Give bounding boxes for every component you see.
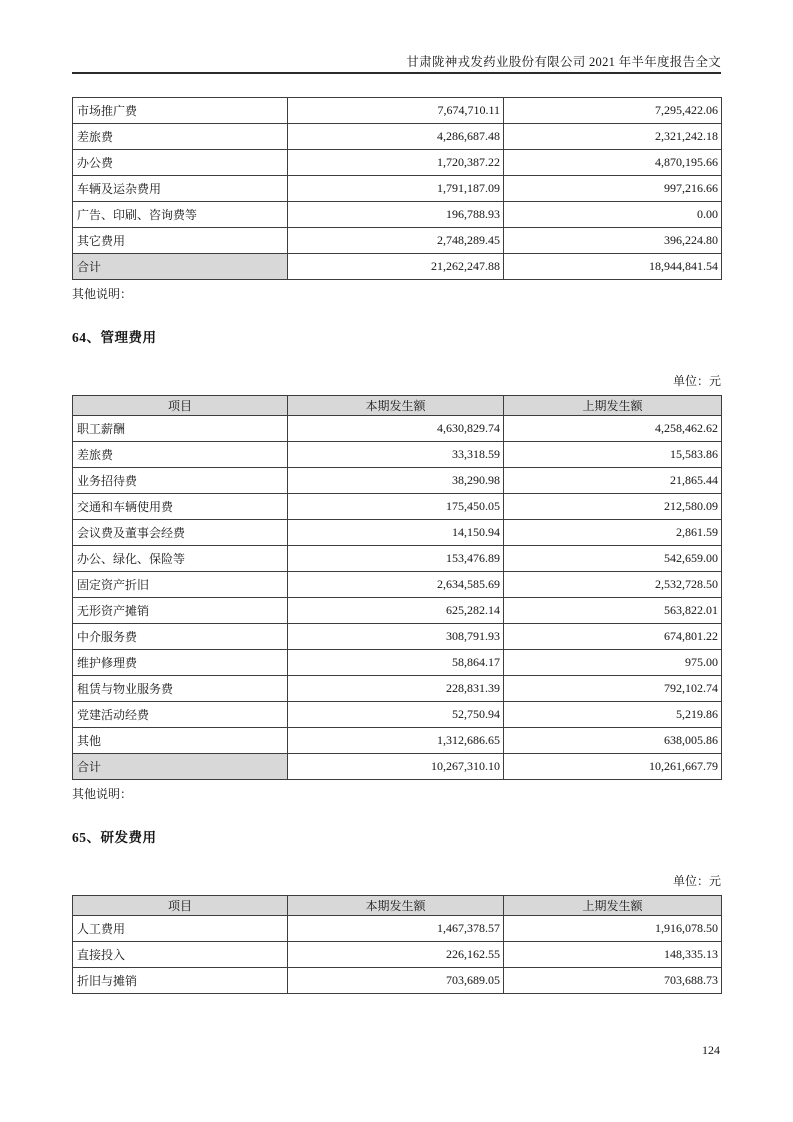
table-row bbox=[73, 650, 722, 676]
table-cell-prior: 15,583.86 bbox=[504, 442, 722, 468]
column-header-current: 本期发生额 bbox=[288, 396, 504, 416]
table-cell-current: 58,864.17 bbox=[288, 650, 504, 676]
table-cell-prior: 212,580.09 bbox=[504, 494, 722, 520]
table-cell-prior: 7,295,422.06 bbox=[504, 98, 722, 124]
table-row bbox=[73, 624, 722, 650]
table-cell-prior: 674,801.22 bbox=[504, 624, 722, 650]
table-row bbox=[73, 572, 722, 598]
rd-expense-table bbox=[72, 895, 722, 994]
table-row bbox=[73, 150, 722, 176]
table-row bbox=[73, 202, 722, 228]
section-title-65: 65、研发费用 bbox=[72, 830, 157, 845]
table-cell-label: 合计 bbox=[73, 754, 288, 780]
table-cell-label: 维护修理费 bbox=[73, 650, 288, 676]
table-cell-current: 2,748,289.45 bbox=[288, 228, 504, 254]
table-cell-prior: 396,224.80 bbox=[504, 228, 722, 254]
table-cell-current: 1,467,378.57 bbox=[288, 916, 504, 942]
table-cell-label: 市场推广费 bbox=[73, 98, 288, 124]
table-row bbox=[73, 916, 722, 942]
table-cell-prior: 638,005.86 bbox=[504, 728, 722, 754]
table-row bbox=[73, 254, 722, 280]
table-cell-label: 无形资产摊销 bbox=[73, 598, 288, 624]
table-row bbox=[73, 676, 722, 702]
table-cell-current: 14,150.94 bbox=[288, 520, 504, 546]
table-cell-prior: 4,870,195.66 bbox=[504, 150, 722, 176]
table-cell-current: 1,791,187.09 bbox=[288, 176, 504, 202]
table-cell-label: 其它费用 bbox=[73, 228, 288, 254]
table-cell-current: 10,267,310.10 bbox=[288, 754, 504, 780]
table-row bbox=[73, 702, 722, 728]
table-cell-label: 党建活动经费 bbox=[73, 702, 288, 728]
table-cell-current: 175,450.05 bbox=[288, 494, 504, 520]
table-cell-label: 差旅费 bbox=[73, 124, 288, 150]
table-cell-current: 228,831.39 bbox=[288, 676, 504, 702]
table-cell-current: 21,262,247.88 bbox=[288, 254, 504, 280]
table-cell-prior: 563,822.01 bbox=[504, 598, 722, 624]
table-cell-prior: 975.00 bbox=[504, 650, 722, 676]
table-cell-current: 625,282.14 bbox=[288, 598, 504, 624]
column-header-prior: 上期发生额 bbox=[504, 896, 722, 916]
section-title-64: 64、管理费用 bbox=[72, 330, 157, 345]
table-cell-label: 直接投入 bbox=[73, 942, 288, 968]
table-cell-label: 业务招待费 bbox=[73, 468, 288, 494]
page-header bbox=[72, 0, 721, 74]
table-header-row bbox=[73, 396, 722, 416]
table-cell-current: 4,630,829.74 bbox=[288, 416, 504, 442]
table-cell-label: 办公、绿化、保险等 bbox=[73, 546, 288, 572]
table-cell-current: 4,286,687.48 bbox=[288, 124, 504, 150]
table-cell-prior: 4,258,462.62 bbox=[504, 416, 722, 442]
table-row bbox=[73, 416, 722, 442]
table-cell-label: 折旧与摊销 bbox=[73, 968, 288, 994]
table-cell-prior: 542,659.00 bbox=[504, 546, 722, 572]
table-cell-current: 308,791.93 bbox=[288, 624, 504, 650]
table-cell-prior: 2,532,728.50 bbox=[504, 572, 722, 598]
table-row bbox=[73, 494, 722, 520]
table-cell-current: 38,290.98 bbox=[288, 468, 504, 494]
table-cell-prior: 997,216.66 bbox=[504, 176, 722, 202]
table-cell-prior: 792,102.74 bbox=[504, 676, 722, 702]
table-row bbox=[73, 442, 722, 468]
table-cell-current: 7,674,710.11 bbox=[288, 98, 504, 124]
table-row bbox=[73, 728, 722, 754]
other-note-2: 其他说明： bbox=[72, 787, 133, 801]
table-cell-prior: 148,335.13 bbox=[504, 942, 722, 968]
table-cell-label: 固定资产折旧 bbox=[73, 572, 288, 598]
table-row bbox=[73, 754, 722, 780]
table-cell-prior: 18,944,841.54 bbox=[504, 254, 722, 280]
column-header-item: 项目 bbox=[73, 396, 288, 416]
table-cell-current: 703,689.05 bbox=[288, 968, 504, 994]
table-cell-prior: 2,861.59 bbox=[504, 520, 722, 546]
table-cell-label: 会议费及董事会经费 bbox=[73, 520, 288, 546]
table-cell-current: 196,788.93 bbox=[288, 202, 504, 228]
table-row bbox=[73, 520, 722, 546]
unit-label-65: 单位：元 bbox=[672, 874, 721, 888]
table-row bbox=[73, 98, 722, 124]
report-title: 甘肃陇神戎发药业股份有限公司 2021 年半年度报告全文 bbox=[406, 55, 721, 69]
table-cell-prior: 5,219.86 bbox=[504, 702, 722, 728]
table-cell-label: 合计 bbox=[73, 254, 288, 280]
table-cell-prior: 10,261,667.79 bbox=[504, 754, 722, 780]
table-row bbox=[73, 228, 722, 254]
table-cell-label: 中介服务费 bbox=[73, 624, 288, 650]
selling-expense-table bbox=[72, 97, 722, 280]
table-row bbox=[73, 942, 722, 968]
table-cell-current: 1,720,387.22 bbox=[288, 150, 504, 176]
table-cell-prior: 2,321,242.18 bbox=[504, 124, 722, 150]
table-row bbox=[73, 176, 722, 202]
table-cell-label: 车辆及运杂费用 bbox=[73, 176, 288, 202]
table-cell-prior: 0.00 bbox=[504, 202, 722, 228]
table-header-row bbox=[73, 896, 722, 916]
table-cell-label: 租赁与物业服务费 bbox=[73, 676, 288, 702]
table-cell-prior: 703,688.73 bbox=[504, 968, 722, 994]
table-row bbox=[73, 546, 722, 572]
table-cell-current: 2,634,585.69 bbox=[288, 572, 504, 598]
page-number: 124 bbox=[702, 1043, 720, 1057]
table-cell-label: 职工薪酬 bbox=[73, 416, 288, 442]
table-cell-current: 226,162.55 bbox=[288, 942, 504, 968]
table-row bbox=[73, 124, 722, 150]
table-cell-label: 人工费用 bbox=[73, 916, 288, 942]
table-cell-current: 153,476.89 bbox=[288, 546, 504, 572]
table-cell-current: 33,318.59 bbox=[288, 442, 504, 468]
table-cell-current: 52,750.94 bbox=[288, 702, 504, 728]
table-cell-label: 交通和车辆使用费 bbox=[73, 494, 288, 520]
table-cell-label: 差旅费 bbox=[73, 442, 288, 468]
table-row bbox=[73, 598, 722, 624]
table-cell-current: 1,312,686.65 bbox=[288, 728, 504, 754]
column-header-prior: 上期发生额 bbox=[504, 396, 722, 416]
table-row bbox=[73, 468, 722, 494]
table-cell-label: 广告、印刷、咨询费等 bbox=[73, 202, 288, 228]
table-cell-prior: 1,916,078.50 bbox=[504, 916, 722, 942]
unit-label-64: 单位：元 bbox=[672, 374, 721, 388]
other-note-1: 其他说明： bbox=[72, 287, 133, 301]
table-cell-label: 办公费 bbox=[73, 150, 288, 176]
column-header-current: 本期发生额 bbox=[288, 896, 504, 916]
table-row bbox=[73, 968, 722, 994]
table-cell-prior: 21,865.44 bbox=[504, 468, 722, 494]
table-cell-label: 其他 bbox=[73, 728, 288, 754]
admin-expense-table bbox=[72, 395, 722, 780]
column-header-item: 项目 bbox=[73, 896, 288, 916]
